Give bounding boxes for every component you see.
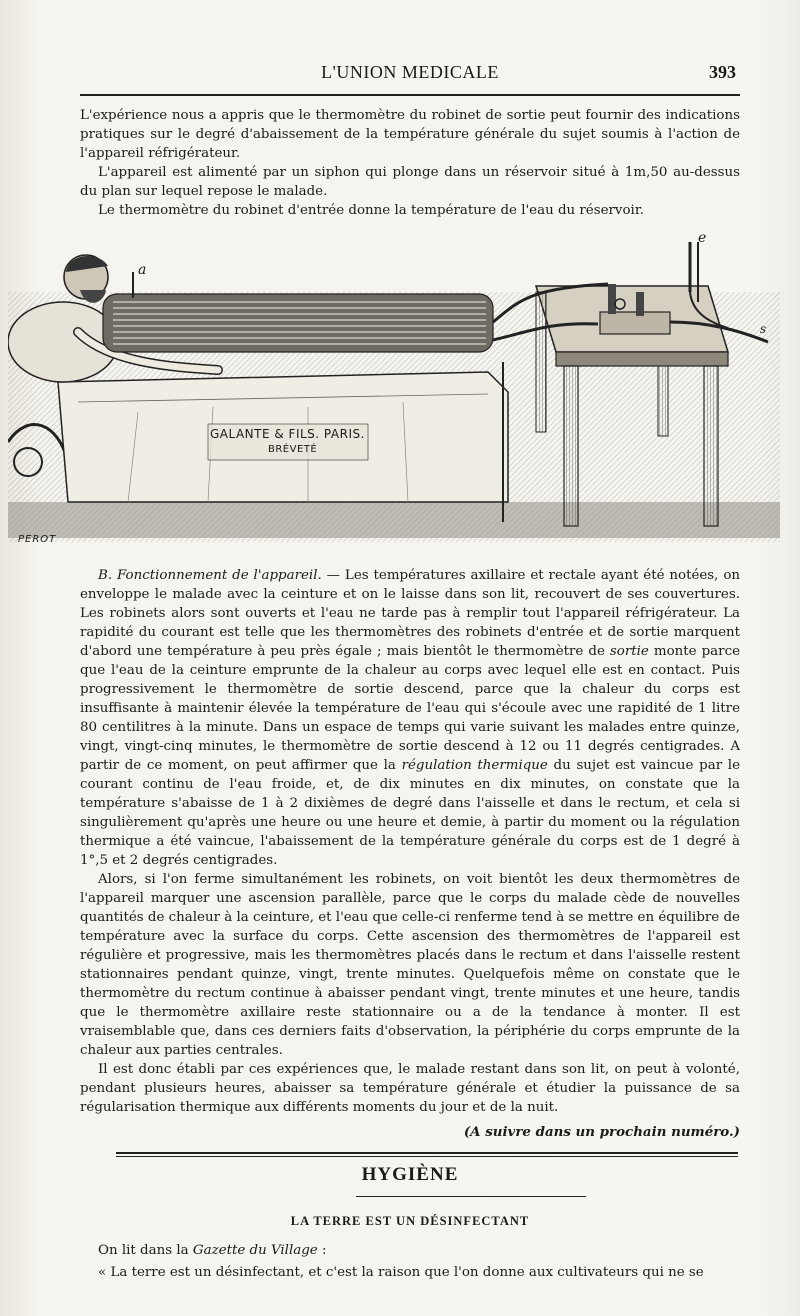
section-separator-thin [116,1156,738,1157]
figure-label-s: s [760,322,767,336]
figure-label-a: a [138,262,147,278]
intro-paragraph-1: L'expérience nous a appris que le thermomètre du robinet de sortie peut fournir des indications pratiques sur le degré d'abaissement de la température générale du sujet soumis à l'action de l'appareil réfrigérateur. [80,108,740,161]
paragraph-text: monte parce que l'eau de la ceinture emprunte de la chaleur au corps avec lequel elle est en contact. Puis progressivement le thermomètre de sortie descend, parce que la chaleur du corps est insuffisante à maintenir élevée la température de l'eau qui s'écoule avec une rapidité de 1 litre 80 centilitres à la minute. Dans un espace de temps qui varie suivant les malades entre quinze, vingt, vingt-cinq minutes, le thermomètre de sortie descend à 12 ou 11 degrés centigrades. A partir de ce moment, on peut affirmer que la [80,644,740,773]
engraver-signature: PEROT [18,534,57,545]
article-paragraph-2: « La terre est un désinfectant, et c'est la raison que l'on donne aux cultivateurs qui ne se [98,1265,704,1280]
intro-text [80,106,740,220]
page-header [80,60,740,90]
source-title: Gazette du Village [192,1243,318,1258]
header-rule [80,94,740,96]
engraving-figure [8,232,780,544]
article-text [80,1240,740,1284]
italic-term-regulation: régulation thermique [401,758,548,773]
intro-paragraph-2: L'appareil est alimenté par un siphon qui plonge dans un réservoir situé à 1m,50 au-dessus du plan sur lequel repose le malade. [80,165,740,199]
continuation-note: (A suivre dans un prochain numéro.) [463,1124,740,1140]
section-separator [116,1152,738,1154]
paragraph-text: — Les températures axillaire et rectale ayant été notées, on enveloppe le malade avec la ceinture et on le laisse dans son lit, recouvert de ses couvertures. Les robinets alors sont ouverts et l'eau ne tarde pas à remplir tout l'appareil réfrigérateur. La rapidité du courant est telle que les thermomètres des robinets d'entrée et de sortie marquent d'abord une température à peu près égale ; mais bientôt le thermomètre de [80,568,741,659]
body-paragraph-3: Il est donc établi par ces expériences que, le malade restant dans son lit, on peut à volonté, pendant plusieurs heures, abaisser sa température générale et étudier la puissance de sa régularisation thermique aux différents moments du jour et de la nuit. [80,1062,740,1115]
figure-maker-label: GALANTE & FILS. PARIS. [210,427,365,441]
article-paragraph-1 [80,1240,740,1262]
intro-paragraph-3: Le thermomètre du robinet d'entrée donne la température de l'eau du réservoir. [98,203,645,218]
figure-patent-label: BRÉVETÉ [268,444,318,455]
paragraph-text: du sujet est vaincue par le courant continu de l'eau froide, et, de dix minutes en dix minutes, on constate que la température s'abaisse de 1 à 2 dixièmes de degré dans l'aisselle et dans le rectum, et cela si singulièrement qu'après une heure ou une heure et demie, à partir du moment ou la régulation thermique a été vaincue, l'abaissement de la température générale du corps est de 1 degré à 1°,5 et 2 degrés centigrades. [80,758,740,868]
italic-term-sortie: sortie [609,644,649,659]
engraving-illustration [8,232,780,544]
paragraph-lead: B. Fonctionnement de l'appareil. [98,568,322,583]
body-paragraph-1 [80,566,740,870]
article-text-span: : [317,1243,327,1258]
running-title: L'UNION MEDICALE [321,62,499,82]
article-title: LA TERRE EST UN DÉSINFECTANT [290,1214,530,1228]
body-paragraph-2: Alors, si l'on ferme simultanément les robinets, on voit bientôt les deux thermomètres de l'appareil marquer une ascension parallèle, parce que le corps du malade cède de nouvelles quantités de chaleur à la ceinture, et l'eau que celle-ci renferme tend à se mettre en équilibre de température avec la surface du corps. Cette ascension des thermomètres de l'appareil est régulière et progressive, mais les thermomètres placés dans le rectum et dans l'aisselle restent stationnaires pendant quinze, vingt, trente minutes. Quelquefois même on constate que le thermomètre du rectum continue à abaisser pendant vingt, trente minutes et une heure, tandis que le thermomètre axillaire reste stationnaire ou a de la tendance à monter. Il est vraisemblable que, dans ces derniers faits d'observation, la périphérie du corps emprunte de la chaleur aux parties centrales. [80,872,740,1058]
main-text [80,566,740,1117]
figure-label-e: e [698,230,707,246]
article-text-span: On lit dans la [98,1243,193,1258]
section-title-rule [356,1196,586,1197]
section-title: HYGIÈNE [361,1164,459,1185]
page-number: 393 [709,62,736,82]
